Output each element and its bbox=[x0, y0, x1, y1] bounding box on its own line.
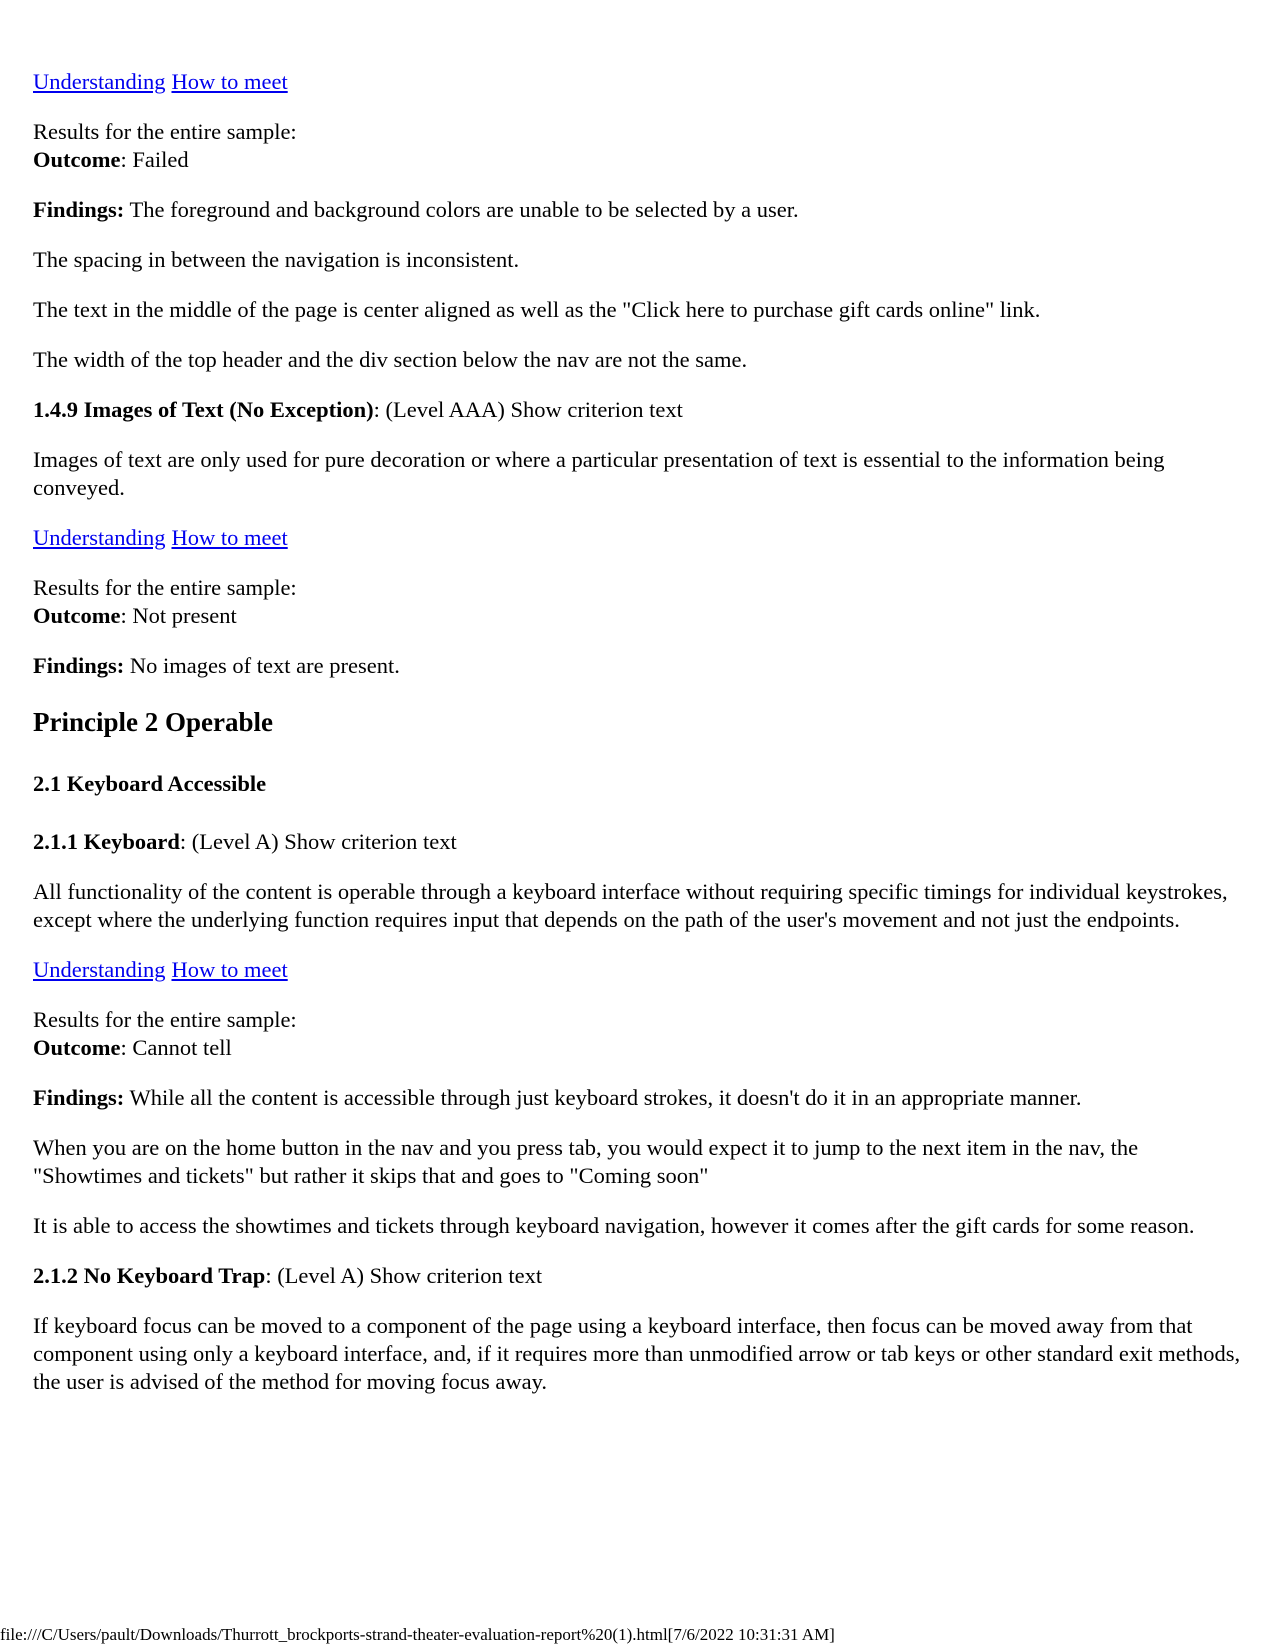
results: Results for the entire sample: Outcome: Not present bbox=[33, 575, 297, 628]
finding-paragraph: The spacing in between the navigation is inconsistent. bbox=[33, 247, 520, 272]
how-to-meet-link[interactable]: How to meet bbox=[171, 957, 288, 982]
findings-text: No images of text are present. bbox=[129, 653, 400, 678]
criterion-description: If keyboard focus can be moved to a component of the page using a keyboard interface, then focus can be moved away from that component using only a keyboard interface, and, if it requires more than unmodified arrow or tab keys or other standard exit methods, the user is advised of the method for moving focus away. bbox=[33, 1313, 1241, 1394]
results-label: Results for the entire sample: bbox=[33, 575, 297, 600]
outcome-value: Not present bbox=[132, 603, 237, 628]
outcome-label: Outcome bbox=[33, 1035, 121, 1060]
criterion-title: 1.4.9 Images of Text (No Exception) bbox=[33, 397, 374, 422]
outcome-value: Cannot tell bbox=[132, 1035, 232, 1060]
criterion-title: 2.1.2 No Keyboard Trap bbox=[33, 1263, 266, 1288]
criterion-meta[interactable]: : (Level AAA) Show criterion text bbox=[373, 397, 683, 422]
links-row bbox=[33, 68, 1248, 96]
guideline-heading: 2.1 Keyboard Accessible bbox=[33, 771, 267, 796]
results: Results for the entire sample: Outcome: Cannot tell bbox=[33, 1007, 297, 1060]
criterion-heading bbox=[33, 828, 1248, 856]
criterion-meta[interactable]: : (Level A) Show criterion text bbox=[265, 1263, 543, 1288]
finding-paragraph: When you are on the home button in the nav and you press tab, you would expect it to jump to the next item in the nav, the "Showtimes and tickets" but rather it skips that and goes to "Coming soon" bbox=[33, 1135, 1139, 1188]
outcome-label: Outcome bbox=[33, 147, 121, 172]
finding-paragraph: It is able to access the showtimes and tickets through keyboard navigation, however it comes after the gift cards for some reason. bbox=[33, 1213, 1195, 1238]
results: Results for the entire sample: Outcome: Failed bbox=[33, 119, 297, 172]
understanding-link[interactable]: Understanding bbox=[33, 525, 166, 550]
criterion-title: 2.1.1 Keyboard bbox=[33, 829, 180, 854]
results-label: Results for the entire sample: bbox=[33, 1007, 297, 1032]
findings bbox=[33, 652, 1248, 680]
understanding-link[interactable]: Understanding bbox=[33, 957, 166, 982]
findings-label: Findings: bbox=[33, 653, 125, 678]
finding-paragraph: The width of the top header and the div section below the nav are not the same. bbox=[33, 347, 748, 372]
criterion-description: Images of text are only used for pure decoration or where a particular presentation of text is essential to the information being conveyed. bbox=[33, 447, 1165, 500]
criterion-description: All functionality of the content is operable through a keyboard interface without requiring specific timings for individual keystrokes, except where the underlying function requires input that depends on the path of the user's movement and not just the endpoints. bbox=[33, 879, 1228, 932]
links-row bbox=[33, 956, 1248, 984]
results-label: Results for the entire sample: bbox=[33, 119, 297, 144]
finding-paragraph: The text in the middle of the page is center aligned as well as the "Click here to purchase gift cards online" link. bbox=[33, 297, 1041, 322]
criterion-meta[interactable]: : (Level A) Show criterion text bbox=[179, 829, 457, 854]
how-to-meet-link[interactable]: How to meet bbox=[171, 69, 288, 94]
criterion-heading bbox=[33, 1262, 1248, 1290]
page-footer-url: file:///C/Users/pault/Downloads/Thurrott_brockports-strand-theater-evaluation-report%20(1).html[7/6/2022 10:31:31 AM] bbox=[0, 1625, 835, 1644]
outcome-label: Outcome bbox=[33, 603, 121, 628]
criterion-heading bbox=[33, 396, 1248, 424]
findings-text: The foreground and background colors are unable to be selected by a user. bbox=[129, 197, 799, 222]
understanding-link[interactable]: Understanding bbox=[33, 69, 166, 94]
findings bbox=[33, 196, 1248, 224]
findings bbox=[33, 1084, 1248, 1112]
principle-heading: Principle 2 Operable bbox=[33, 707, 273, 737]
links-row bbox=[33, 524, 1248, 552]
how-to-meet-link[interactable]: How to meet bbox=[171, 525, 288, 550]
findings-label: Findings: bbox=[33, 1085, 125, 1110]
outcome-value: Failed bbox=[132, 147, 189, 172]
findings-text: While all the content is accessible through just keyboard strokes, it doesn't do it in an appropriate manner. bbox=[129, 1085, 1082, 1110]
findings-label: Findings: bbox=[33, 197, 125, 222]
document-body bbox=[33, 68, 1248, 1418]
